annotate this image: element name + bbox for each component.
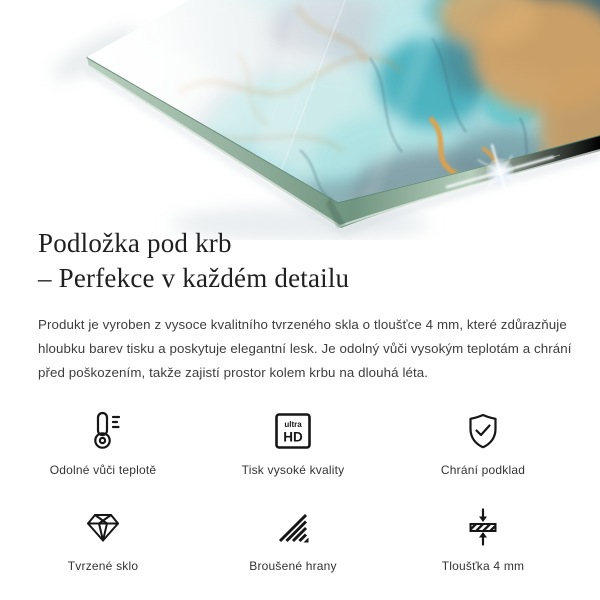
ultra-hd-text-ultra: ultra bbox=[284, 420, 302, 429]
feature-heat-resistant bbox=[8, 408, 198, 477]
title-line-2: – Perfekce v každém detailu bbox=[38, 263, 350, 293]
diamond-icon bbox=[83, 504, 123, 550]
thickness-4mm-icon bbox=[463, 504, 503, 550]
beveled-edges-icon bbox=[274, 504, 312, 550]
thermometer-icon bbox=[82, 408, 124, 454]
feature-label: Odolné vůči teplotě bbox=[49, 463, 157, 477]
feature-label: Tisk vysoké kvality bbox=[241, 463, 345, 477]
features-grid bbox=[8, 408, 578, 573]
feature-label: Tloušťka 4 mm bbox=[441, 559, 525, 573]
title-line-1: Podložka pod krb bbox=[38, 228, 232, 258]
product-description: Produkt je vyroben z vysoce kvalitního tvrzeného skla o tloušťce 4 mm, které zdůrazňuje hloubku barev tisku a poskytuje elegantní lesk. Je odolný vůči vysokým teplotám a chrání před poškozením, takže zajistí prostor kolem krbu na dlouhá léta. bbox=[38, 317, 572, 380]
feature-label: Broušené hrany bbox=[249, 559, 337, 573]
page-title bbox=[38, 226, 578, 296]
feature-label: Tvrzené sklo bbox=[67, 559, 139, 573]
ultra-hd-text-hd: HD bbox=[283, 429, 303, 445]
feature-print-quality bbox=[198, 408, 388, 477]
feature-beveled-edges bbox=[198, 504, 388, 573]
ultra-hd-icon bbox=[273, 408, 313, 454]
feature-label: Chrání podklad bbox=[440, 463, 526, 477]
feature-protects-surface bbox=[388, 408, 578, 477]
product-info-section bbox=[38, 226, 578, 573]
shield-check-icon bbox=[463, 408, 503, 454]
feature-tempered-glass bbox=[8, 504, 198, 573]
feature-thickness bbox=[388, 504, 578, 573]
glass-panel-render bbox=[0, 0, 600, 240]
product-image bbox=[0, 0, 600, 240]
